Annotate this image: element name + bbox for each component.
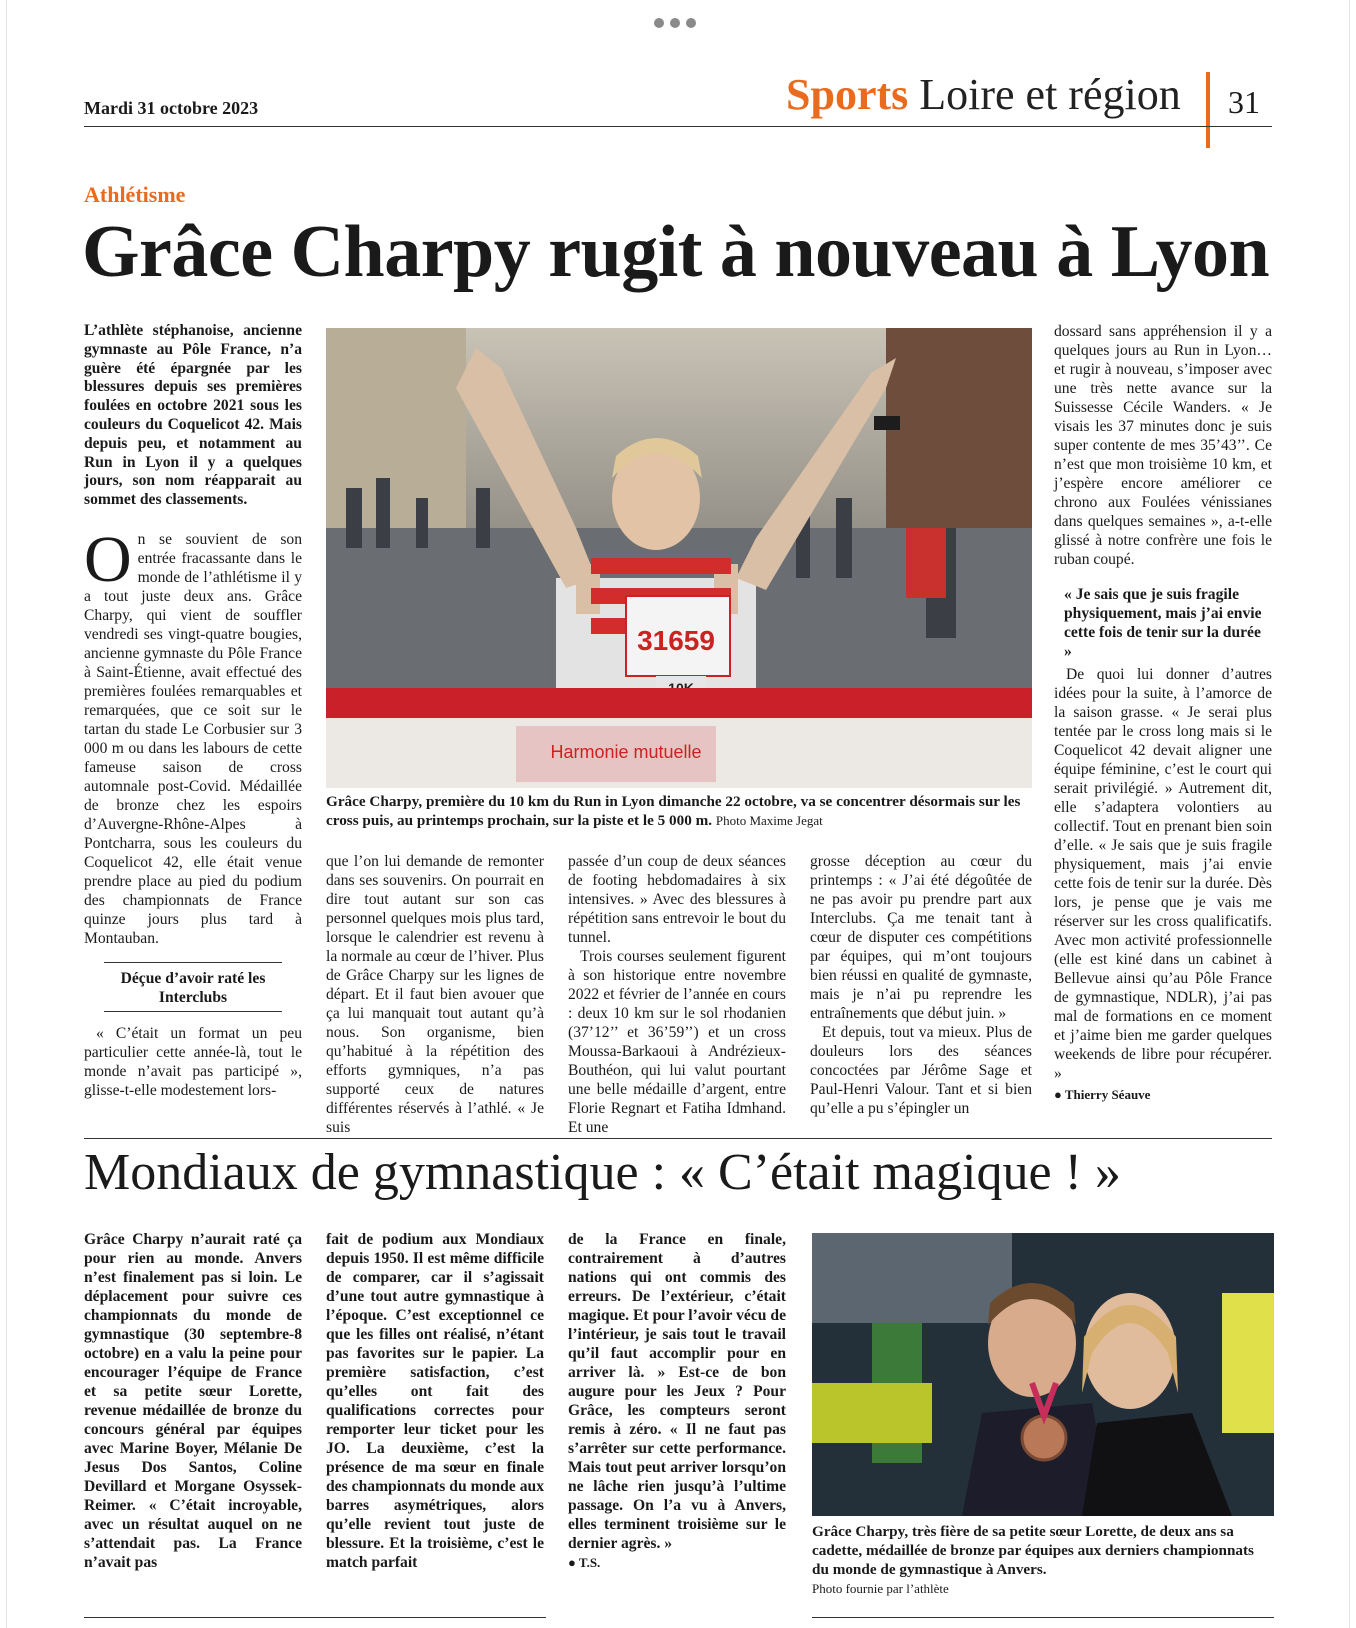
- runner-photo-caption-text: Grâce Charpy, première du 10 km du Run in Lyon dimanche 22 octobre, va se concentrer désormais sur les cross puis, au printemps prochain, sur la piste et le 5 000 m.: [326, 793, 1021, 829]
- article1-column-3: [568, 852, 786, 1137]
- article2-paragraph-3: de la France en finale, contrairement à d’autres nations qui ont commis des erreurs. De l’extérieur, c’était magique. Et pour l’avoir vécu de l’intérieur, je sais tout le travail qu’il faut accomplir pour en arriver là. » Est-ce de bon augure pour les Jeux ? Pour Grâce, les compteurs seront remis à zéro. « Il ne faut pas s’arrêter sur cette performance. Mais tout peut arriver lorsqu’on ne lâche rien jusqu’à l’ultime passage. On l’a vu à Anvers, elles terminent troisième sur le dernier agrès. »: [568, 1231, 786, 1552]
- issue-date: Mardi 31 octobre 2023: [84, 98, 259, 118]
- article-signature-name: Thierry Séauve: [1064, 1087, 1151, 1102]
- article-paragraph-4: passée d’un coup de deux séances de footing hebdomadaires à six intensives. » Avec des blessures à répétition sans entrevoir le bout du tunnel.: [568, 853, 786, 946]
- article2-column-3: [568, 1230, 786, 1572]
- article1-column-1: [84, 322, 302, 1100]
- bottom-rule-right: [812, 1617, 1274, 1618]
- sisters-photo: [812, 1233, 1274, 1516]
- header-divider: [1206, 72, 1210, 148]
- runner-photo-credit: Photo Maxime Jegat: [715, 813, 823, 828]
- pull-quote: « Je sais que je suis fragile physiquement, mais j’ai envie cette fois de tenir sur la durée »: [1064, 586, 1262, 660]
- sisters-photo-credit: Photo fournie par l’athlète: [812, 1581, 949, 1596]
- article1-column-5: [1054, 322, 1272, 1104]
- article2-column-2: [326, 1230, 544, 1572]
- article-paragraph-1-text: n se souvient de son entrée fracassante dans le monde de l’athlétisme il y a tout juste deux ans. Grâce Charpy, qui vient de souffler vendredi ses vingt-quatre bougies, ancienne gymnaste du Pôle France à Saint-Étienne, avait effectué des premières foulées remarquables et remarquées, que ce soit sur le tartan du stade Le Corbusier sur 3 000 m ou dans les labours de cette fameuse saison de cross automnale post-Covid. Médaillée de bronze chez les espoirs d’Auvergne-Rhône-Alpes à Pontcharra, sous les couleurs du Coquelicot 42, elle était venue prendre place au pied du podium des championnats de France quinze jours plus tard à Montauban.: [84, 530, 302, 947]
- sisters-photo-illustration: [812, 1233, 1274, 1516]
- page-number: 31: [1228, 84, 1260, 120]
- article-paragraph-5: Trois courses seulement figurent à son historique entre novembre 2022 et février de l’année en cours : deux 10 km sur le sol rhodanien (37’12’’ et 36’59’’) et un cross Moussa-Barkaoui à Andrézieux-Bouthéon, qui lui valut pourtant une belle médaille d’argent, entre Florie Regnart et Fatiha Idmhand. Et une: [568, 948, 786, 1136]
- section-label: Sports: [786, 70, 909, 119]
- bottom-rule: [84, 1617, 546, 1618]
- finish-banner-sponsor: Harmonie mutuelle: [550, 742, 702, 762]
- runner-photo-caption: [326, 792, 1032, 830]
- article-paragraph-9: De quoi lui donner d’autres idées pour la suite, à l’amorce de la saison grasse. « Je serai plus tentée par le cross long mais si le Coquelicot 42 devait aligner une équipe féminine, c’est le court qui serait privilégié. » Autrement dit, elle s’adaptera volontiers au collectif. Tout en prenant bien soin d’elle. « Je sais que je suis fragile physiquement, mais j’ai envie cette fois de tenir sur la durée. Dès lors, je pense que je vais me réserver sur les cross qualificatifs. Avec mon activité professionnelle (elle est kiné dans un cabinet à Bellevue ainsi qu’au Pôle France de gymnastique, NDLR), j’ai pas mal de formations en ce moment et j’aime bien me garder quelques weekends de libre pour récupérer. »: [1054, 666, 1272, 1082]
- article-paragraph-7: Et depuis, tout va mieux. Plus de douleurs lors des séances concoctées par Jérôme Sage et Paul-Henri Valour. Tant et si bien qu’elle a pu s’épingler un: [810, 1024, 1032, 1117]
- article1-column-2: [326, 852, 544, 1137]
- article-kicker: Athlétisme: [84, 182, 186, 207]
- sisters-photo-caption: [812, 1522, 1274, 1598]
- article1-column-4: [810, 852, 1032, 1118]
- article2-signature-name: T.S.: [578, 1555, 601, 1570]
- sisters-photo-caption-text: Grâce Charpy, très fière de sa petite sœur Lorette, de deux ans sa cadette, médaillée de bronze par équipes aux derniers championnats du monde de gymnastique à Anvers.: [812, 1523, 1254, 1578]
- article2-paragraph-1: Grâce Charpy n’aurait raté ça pour rien au monde. Anvers n’est finalement pas si loin. Le déplacement pour suivre ces championnats du monde de gymnastique (30 septembre-8 octobre) en a valu la peine pour encourager l’équipe de France et sa petite sœur Lorette, revenue médaillée de bronze du concours général par équipes avec Marine Boyer, Mélanie De Jesus Dos Santos, Coline Devillard et Morgane Osyssek-Reimer. « C’était incroyable, avec un résultat auquel on ne s’attendait pas. La France n’avait pas: [84, 1231, 302, 1571]
- article-paragraph-1: [84, 522, 302, 948]
- article-paragraph-6: grosse déception au cœur du printemps : « J’ai été dégoûtée de ne pas avoir pu prendre part aux Interclubs. Ça me tenait tant à cœur de disputer ces compétitions par équipes, qui m’ont toujours bien réussi en qualité de gymnaste, mais je n’ai pu reprendre les entraînements que début juin. »: [810, 853, 1032, 1022]
- article2-headline: Mondiaux de gymnastique : « C’était magique ! »: [84, 1144, 1121, 1201]
- runner-photo: [326, 328, 1032, 788]
- race-bib-number: 31659: [637, 625, 715, 656]
- runner-photo-illustration: [326, 328, 1032, 788]
- article-headline: Grâce Charpy rugit à nouveau à Lyon: [82, 211, 1270, 293]
- article2-signature: ● T.S.: [568, 1555, 601, 1570]
- region-label: Loire et région: [919, 70, 1181, 119]
- drop-cap: O: [84, 522, 132, 596]
- article-paragraph-8: dossard sans appréhension il y a quelques jours au Run in Lyon… et rugir à nouveau, s’imposer avec une très nette avance sur la Suissesse Cécile Wanders. « Je visais les 37 minutes donc je suis super contente de mes 35’43’’. Ce n’est que mon troisième 10 km, et j’espère encore améliorer ce chrono aux Foulées vénissianes dans quelques semaines », a-t-elle glissé à notre confrère une fois le ruban coupé.: [1054, 323, 1272, 568]
- section-title: [786, 72, 1181, 118]
- section-separator: [84, 1138, 1272, 1139]
- article-paragraph-3: que l’on lui demande de remonter dans ses souvenirs. On pourrait en dire tout autant sur son cas personnel quelques mois plus tard, lorsque le calendrier est revenu à la normale au cœur de l’hiver. Plus de Grâce Charpy sur les lignes de départ. Et il faut bien avouer que ça lui manquait tout autant qu’à nous. Son organisme, bien qu’habitué à la répétition des efforts gymniques, n’a pas supporté ceux de natures différentes réservés à l’athlé. « Je suis: [326, 853, 544, 1136]
- article2-paragraph-2: fait de podium aux Mondiaux depuis 1950. Il est même difficile de comparer, car il s’agissait d’une tout autre gymnastique à l’époque. C’est exceptionnel ce que les filles ont réalisé, n’étant pas favorites sur le papier. La première satisfaction, c’est qu’elles ont fait des qualifications correctes pour remporter leur ticket pour les JO. La deuxième, c’est la présence de ma sœur en finale des championnats du monde aux barres asymétriques, alors qu’elle revient tout juste de blessure. Et la troisième, c’est le match parfait: [326, 1231, 544, 1571]
- more-options-icon[interactable]: [654, 18, 696, 28]
- article-lead: L’athlète stéphanoise, ancienne gymnaste au Pôle France, n’a guère été épargnée par les blessures depuis ses premières foulées en octobre 2021 sous les couleurs du Coquelicot 42. Mais depuis peu, et notamment au Run in Lyon il y a quelques jours, son nom réapparait au sommet des classements.: [84, 322, 302, 509]
- article-paragraph-2: « C’était un format un peu particulier cette année-là, tout le monde n’avait pas participé », glisse-t-elle modestement lors-: [84, 1024, 302, 1099]
- article-signature: ● Thierry Séauve: [1054, 1087, 1151, 1102]
- article-subhead: Déçue d’avoir raté les Interclubs: [104, 962, 282, 1012]
- article2-column-1: [84, 1230, 302, 1572]
- header-rule: [84, 126, 1272, 127]
